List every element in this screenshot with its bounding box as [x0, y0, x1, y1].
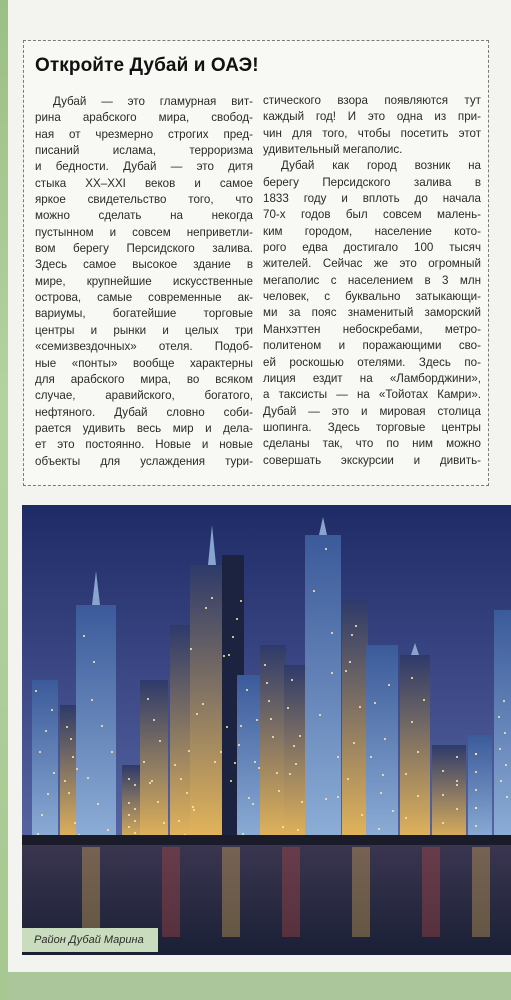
building [305, 535, 341, 845]
window-light [174, 764, 176, 766]
window-light [475, 825, 477, 827]
window-light [301, 801, 303, 803]
window-light [370, 756, 372, 758]
window-light [188, 750, 190, 752]
window-light [276, 772, 278, 774]
window-light [417, 751, 419, 753]
article-text-line: писаний ислама, терроризма [35, 144, 253, 158]
article-text-line: человек, с буквально затыкающи- [263, 290, 481, 304]
window-light [93, 661, 95, 663]
window-light [475, 789, 477, 791]
article-text-line: мегаполис с населением в 3 млн [263, 273, 481, 287]
window-light [101, 725, 103, 727]
window-light [359, 706, 361, 708]
window-light [163, 822, 165, 824]
window-light [295, 763, 297, 765]
article-text-line: ная от чрезмерно строгих пред- [35, 127, 253, 141]
article-text-line: вариумы, богатейшие торговые [35, 307, 253, 321]
window-light [37, 833, 39, 835]
page-footer-bar [8, 972, 511, 1000]
window-light [72, 756, 74, 758]
article-text-line: ми за пояс знаменитый заморский [263, 306, 481, 320]
window-light [289, 773, 291, 775]
window-light [205, 607, 207, 609]
article-text-line: Дубай — это гламурная вит- [53, 95, 253, 108]
window-light [442, 770, 444, 772]
article-text-line: Манхэттен небоскребами, метро- [263, 322, 481, 336]
window-light [337, 796, 339, 798]
window-light [91, 699, 93, 701]
article-text-line: объекты для услаждения тури- [35, 454, 253, 468]
water-reflection [282, 847, 300, 937]
window-light [74, 822, 76, 824]
article-text-line: для арабского мира, во всяком [35, 372, 253, 386]
article-text-line: мире, крупнейшие искусственные [35, 274, 253, 288]
article-text-line: берегу Персидского залива в [263, 175, 481, 189]
window-light [128, 814, 130, 816]
window-light [51, 709, 53, 711]
article-text-line: ные «понты» вообще характерны [35, 356, 253, 370]
window-light [382, 774, 384, 776]
building [468, 735, 492, 845]
window-light [128, 802, 130, 804]
article-text-line: жителей. Сейчас же это огромный [263, 257, 481, 271]
window-light [353, 742, 355, 744]
article-box [23, 40, 489, 486]
article-text-line: чин для того, чтобы посетить этот [263, 126, 481, 140]
building [237, 675, 263, 845]
building [76, 605, 116, 845]
window-light [505, 764, 507, 766]
window-light [192, 806, 194, 808]
window-light [202, 703, 204, 705]
photo-caption: Район Дубай Марина [22, 928, 158, 952]
window-light [242, 833, 244, 835]
article-text-line: каждый год! И это одна из при- [263, 110, 481, 124]
window-light [293, 745, 295, 747]
window-light [220, 751, 222, 753]
building [342, 600, 368, 845]
window-light [128, 778, 130, 780]
article-text-line: вом берегу Персидского залива. [35, 242, 253, 256]
window-light [411, 721, 413, 723]
window-light [319, 714, 321, 716]
window-light [456, 808, 458, 810]
window-light [53, 772, 55, 774]
window-light [87, 777, 89, 779]
article-text-line: рого едва достигало 100 тысяч [263, 241, 481, 255]
window-light [193, 809, 195, 811]
window-light [475, 771, 477, 773]
window-light [417, 795, 419, 797]
window-light [297, 829, 299, 831]
window-light [196, 713, 198, 715]
article-text-line: Дубай — это и мировая столица [263, 404, 481, 418]
window-light [134, 832, 136, 834]
window-light [405, 817, 407, 819]
window-light [456, 784, 458, 786]
window-light [331, 632, 333, 634]
window-light [70, 738, 72, 740]
article-text-line: лиция ездит на «Ламборджини», [263, 371, 481, 385]
window-light [178, 820, 180, 822]
article-text-line: стыка XX–XXI веков и самое [35, 176, 253, 190]
window-light [270, 718, 272, 720]
window-light [456, 780, 458, 782]
window-light [503, 700, 505, 702]
article-text-line: а таксисты — на «Тойотах Камри». [263, 388, 481, 402]
building [260, 645, 286, 845]
article-text-line: ей роскошью отелями. Здесь по- [263, 355, 481, 369]
window-light [157, 801, 159, 803]
window-light [475, 807, 477, 809]
window-light [134, 820, 136, 822]
window-light [287, 707, 289, 709]
window-light [76, 768, 78, 770]
window-light [232, 636, 234, 638]
building [32, 680, 58, 845]
window-light [226, 726, 228, 728]
water-reflection [82, 847, 100, 937]
window-light [456, 756, 458, 758]
water-reflection [472, 847, 490, 937]
window-light [223, 655, 225, 657]
window-light [331, 672, 333, 674]
window-light [230, 780, 232, 782]
window-light [384, 738, 386, 740]
window-light [147, 698, 149, 700]
shoreline [22, 835, 511, 845]
building [400, 655, 430, 845]
window-light [351, 634, 353, 636]
window-light [392, 810, 394, 812]
window-light [423, 699, 425, 701]
article-text-line: политеном и поражающими сво- [263, 339, 481, 353]
window-light [68, 792, 70, 794]
window-light [355, 625, 357, 627]
window-light [180, 778, 182, 780]
window-light [378, 828, 380, 830]
window-light [228, 654, 230, 656]
window-light [186, 792, 188, 794]
article-text-line: и бедности. Дубай — это дитя [35, 160, 253, 174]
window-light [442, 822, 444, 824]
window-light [499, 748, 501, 750]
window-light [134, 808, 136, 810]
dubai-marina-photo [22, 505, 511, 955]
water-reflection [352, 847, 370, 937]
window-light [299, 735, 301, 737]
building [432, 745, 466, 845]
article-text-line: стического взора появляются тут [263, 94, 481, 107]
window-light [64, 780, 66, 782]
window-light [282, 826, 284, 828]
window-light [45, 730, 47, 732]
window-light [337, 756, 339, 758]
window-light [39, 751, 41, 753]
window-light [325, 548, 327, 550]
window-light [268, 700, 270, 702]
window-light [238, 744, 240, 746]
water-reflection [422, 847, 440, 937]
article-text-line: случае, аравийского, богатого, [35, 389, 253, 403]
article-column-left [35, 94, 253, 470]
article-text-line: Дубай как город возник на [281, 159, 481, 173]
window-light [143, 761, 145, 763]
article-text-line: острова, самые современные ак- [35, 291, 253, 305]
window-light [411, 677, 413, 679]
window-light [278, 790, 280, 792]
window-light [236, 618, 238, 620]
window-light [97, 803, 99, 805]
window-light [325, 798, 327, 800]
window-light [266, 682, 268, 684]
article-text-line: рается удивить весь мир и дела- [35, 421, 253, 435]
window-light [246, 689, 248, 691]
window-light [506, 796, 508, 798]
window-light [252, 803, 254, 805]
skyline-illustration [22, 505, 511, 955]
article-text-line: нефтяного. Дубай словно соби- [35, 405, 253, 419]
water-reflection [222, 847, 240, 937]
window-light [214, 761, 216, 763]
article-text-line: ким городом, население кото- [263, 224, 481, 238]
building [122, 765, 140, 845]
window-light [272, 736, 274, 738]
window-light [240, 725, 242, 727]
window-light [374, 702, 376, 704]
article-text-line: «семизвездочных» отеля. Подоб- [35, 340, 253, 354]
window-light [349, 661, 351, 663]
window-light [388, 684, 390, 686]
window-light [159, 740, 161, 742]
window-light [361, 814, 363, 816]
window-light [107, 829, 109, 831]
article-text-line: шопинга. Здесь торговые центры [263, 420, 481, 434]
window-light [500, 780, 502, 782]
window-light [83, 635, 85, 637]
window-light [47, 793, 49, 795]
article-text-line: можно сделать на некогда [35, 209, 253, 223]
window-light [128, 826, 130, 828]
article-text-line: совершать экскурсии и дивить- [263, 453, 481, 467]
window-light [248, 797, 250, 799]
window-light [211, 597, 213, 599]
window-light [149, 782, 151, 784]
window-light [345, 670, 347, 672]
window-light [66, 726, 68, 728]
article-text-line: центры и рынки и целых три [35, 323, 253, 337]
window-light [153, 719, 155, 721]
article-text-line: ет это постоянно. Новые и новые [35, 438, 253, 452]
article-text-line: 1833 году и вплоть до начала [263, 192, 481, 206]
page-edge-strip [0, 0, 8, 1000]
window-light [240, 600, 242, 602]
window-light [442, 794, 444, 796]
window-light [151, 780, 153, 782]
building [284, 665, 306, 845]
window-light [291, 679, 293, 681]
article-text-line: рина арабского мира, свобод- [35, 111, 253, 125]
building [366, 645, 398, 845]
window-light [41, 814, 43, 816]
window-light [475, 753, 477, 755]
water-reflection [162, 847, 180, 937]
building [494, 610, 511, 845]
article-text-line: сделаны так, что по ним можно [263, 437, 481, 451]
window-light [256, 719, 258, 721]
window-light [190, 648, 192, 650]
window-light [254, 761, 256, 763]
window-light [258, 767, 260, 769]
article-column-right [263, 93, 481, 469]
window-light [313, 590, 315, 592]
article-text-line: Здесь самое высокое здание в [35, 258, 253, 272]
window-light [498, 716, 500, 718]
window-light [264, 664, 266, 666]
window-light [111, 751, 113, 753]
window-light [347, 778, 349, 780]
article-text-line: удивительный мегаполис. [263, 143, 403, 157]
window-light [35, 690, 37, 692]
article-title: Откройте Дубай и ОАЭ! [35, 55, 259, 76]
window-light [504, 732, 506, 734]
window-light [234, 762, 236, 764]
article-text-line: пустынном и совсем неприветли- [35, 225, 253, 239]
window-light [405, 773, 407, 775]
window-light [134, 784, 136, 786]
article-text-line: яркое свидетельство того, что [35, 193, 253, 207]
article-text-line: 70-х годов был совсем малень- [263, 208, 481, 222]
window-light [380, 792, 382, 794]
